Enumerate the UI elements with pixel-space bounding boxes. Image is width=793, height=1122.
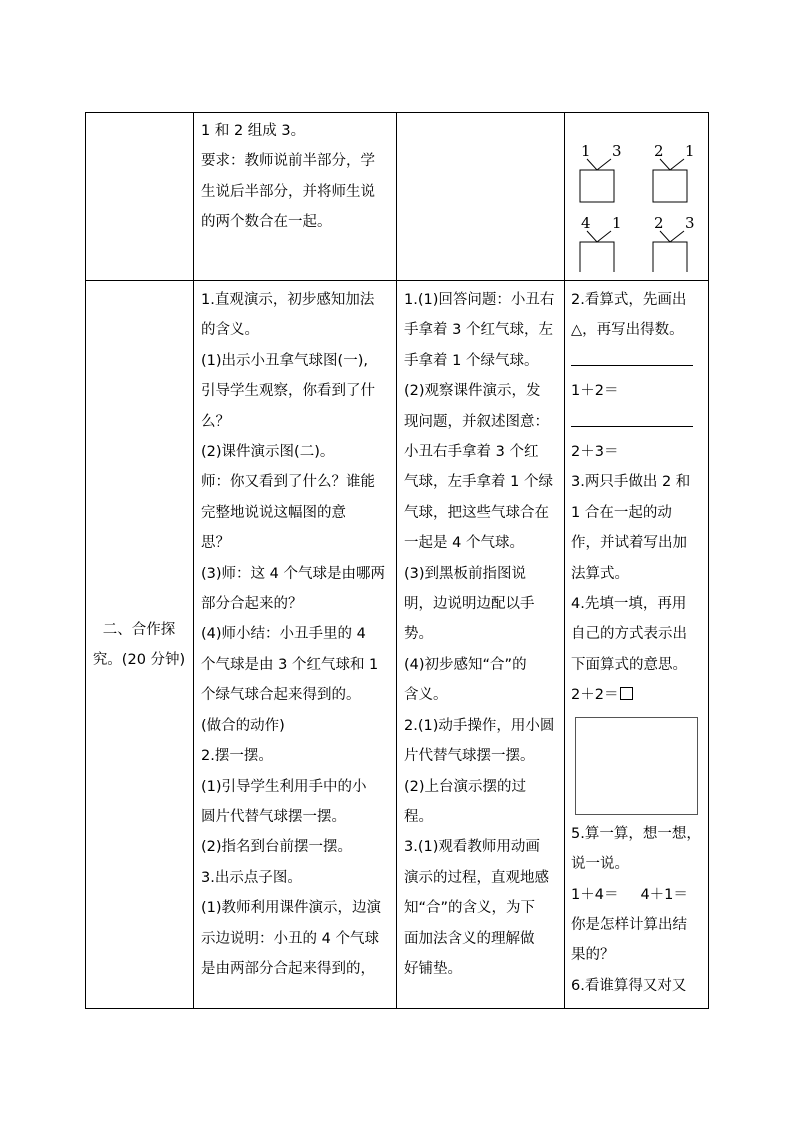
text-line: (2)课件演示图(二)。 <box>201 444 335 461</box>
text-line: 势。 <box>404 626 433 643</box>
text-line: 2.(1)动手操作，用小圆 <box>404 717 555 734</box>
text-line: 果的？ <box>571 947 615 964</box>
text-line: (1)引导学生利用手中的小 <box>201 778 367 795</box>
text-line: 好铺垫。 <box>404 960 462 977</box>
answer-box <box>580 170 614 202</box>
diagram-number: 4 <box>581 214 591 232</box>
text-line: 3.出示点子图。 <box>201 869 302 886</box>
blank-line <box>571 346 701 376</box>
text-line: 明，边说明边配以手 <box>404 596 535 613</box>
equation-text: 2＋2＝ <box>571 687 619 704</box>
number-composition-diagram <box>567 122 707 272</box>
text-line: 4.先填一填，再用 <box>571 596 687 613</box>
text-line: 引导学生观察，你看到了什 <box>201 383 375 400</box>
text-line: (1)教师利用课件演示，边演 <box>201 900 382 917</box>
diagram-number: 2 <box>654 142 664 160</box>
text-line: 师：你又看到了什么？谁能 <box>201 474 375 491</box>
equation-draw-triangle-1: 1＋2＝ <box>571 383 619 400</box>
text-line: (4)师小结：小丑手里的 4 <box>201 626 366 643</box>
text-line: 知“合”的含义，为下 <box>404 900 536 917</box>
text-line: 圆片代替气球摆一摆。 <box>201 808 346 825</box>
text-line: 的两个数合在一起。 <box>201 214 332 231</box>
text-line: 现问题，并叙述图意： <box>404 413 549 430</box>
text-line: 下面算式的意思。 <box>571 656 687 673</box>
text-line: 1.直观演示，初步感知加法 <box>201 292 375 308</box>
row1-teacher-cell <box>201 116 375 238</box>
diagram-number: 3 <box>612 142 622 160</box>
text-line: (1)出示小丑拿气球图(一), <box>201 352 368 369</box>
text-line: 1 合在一起的动 <box>571 504 672 521</box>
text-line: 片代替气球摆一摆。 <box>404 748 535 765</box>
text-line: 3.两只手做出 2 和 <box>571 474 691 491</box>
composition-item <box>653 142 695 202</box>
answer-box <box>653 242 687 272</box>
text-line: 的含义。 <box>201 322 259 339</box>
text-line: (2)观察课件演示，发 <box>404 383 541 400</box>
text-line: 一起是 4 个气球。 <box>404 535 524 552</box>
text-line: 2.看算式，先画出 <box>571 292 687 308</box>
text-line: 手拿着 3 个红气球，左 <box>404 322 553 339</box>
diagram-number: 2 <box>654 214 664 232</box>
text-line: (2)指名到台前摆一摆。 <box>201 839 353 856</box>
lesson-plan-table <box>85 112 709 1009</box>
text-line: (4)初步感知“合”的 <box>404 656 527 673</box>
text-line: 3.(1)观看教师用动画 <box>404 839 540 856</box>
text-line: 部分合起来的？ <box>201 596 303 613</box>
text-line: 作，并试着写出加 <box>571 535 687 552</box>
text-line: 要求：教师说前半部分，学 <box>201 153 375 170</box>
row2-teacher-cell <box>201 285 385 984</box>
text-line: 示边说明：小丑的 4 个气球 <box>201 930 379 947</box>
text-line: 2.摆一摆。 <box>201 748 273 765</box>
table-border-top <box>85 112 709 113</box>
text-line: 手拿着 1 个绿气球。 <box>404 352 539 369</box>
equation-text: 4＋1＝ <box>640 886 688 903</box>
text-line: 么？ <box>201 413 230 430</box>
text-line: 个绿气球合起来得到的。 <box>201 687 361 704</box>
table-border-right <box>708 112 709 1009</box>
stage-duration: 究。(20 分钟) <box>92 651 186 668</box>
column-divider <box>396 112 397 1009</box>
text-line: 思？ <box>201 535 230 552</box>
diagram-number: 1 <box>581 142 591 160</box>
text-line: 个气球是由 3 个红气球和 1 <box>201 656 379 673</box>
text-line: 你是怎样计算出结 <box>571 916 687 933</box>
stage-cell <box>85 280 193 1009</box>
column-divider <box>564 112 565 1009</box>
drawing-box <box>575 717 698 815</box>
text-line: (做合的动作) <box>201 717 285 734</box>
row2-exercise-cell <box>571 285 701 1001</box>
text-line: 是由两部分合起来得到的， <box>201 960 375 977</box>
text-line: 5.算一算，想一想， <box>571 825 701 842</box>
diagram-number: 1 <box>612 214 622 232</box>
stage-title: 二、合作探 <box>102 621 176 638</box>
text-line: 小丑右手拿着 3 个红 <box>404 444 539 461</box>
text-line: 6.看谁算得又对又 <box>571 977 687 994</box>
equation-draw-triangle-2: 2＋3＝ <box>571 444 619 461</box>
answer-box <box>580 242 614 272</box>
row2-student-cell <box>404 285 554 984</box>
equation-fill-in <box>571 680 701 710</box>
text-line: 含义。 <box>404 687 448 704</box>
text-line: 完整地说说这幅图的意 <box>201 504 346 521</box>
answer-box <box>653 170 687 202</box>
equation-pair <box>571 880 701 910</box>
blank-line <box>571 407 701 437</box>
text-line: 法算式。 <box>571 565 629 582</box>
text-line: 1.(1)回答问题：小丑右 <box>404 292 555 308</box>
text-line: 气球，左手拿着 1 个绿 <box>404 474 553 491</box>
composition-item <box>580 142 622 202</box>
text-line: 说一说。 <box>571 856 629 873</box>
diagram-number: 3 <box>685 214 695 232</box>
text-line: 演示的过程，直观地感 <box>404 869 549 886</box>
composition-item <box>653 214 695 272</box>
column-divider <box>193 112 194 1009</box>
text-line: (2)上台演示摆的过 <box>404 778 527 795</box>
equation-text: 1＋4＝ <box>571 886 619 903</box>
text-line: 1 和 2 组成 3。 <box>201 123 306 139</box>
composition-item <box>580 214 622 272</box>
text-line: 面加法含义的理解做 <box>404 930 535 947</box>
text-line: △，再写出得数。 <box>571 322 684 339</box>
text-line: 生说后半部分，并将师生说 <box>201 183 375 200</box>
text-line: 气球，把这些气球合在 <box>404 504 549 521</box>
answer-square <box>620 687 633 700</box>
diagram-number: 1 <box>685 142 695 160</box>
text-line: 程。 <box>404 808 433 825</box>
text-line: (3)到黑板前指图说 <box>404 565 527 582</box>
text-line: (3)师：这 4 个气球是由哪两 <box>201 565 385 582</box>
text-line: 自己的方式表示出 <box>571 626 687 643</box>
